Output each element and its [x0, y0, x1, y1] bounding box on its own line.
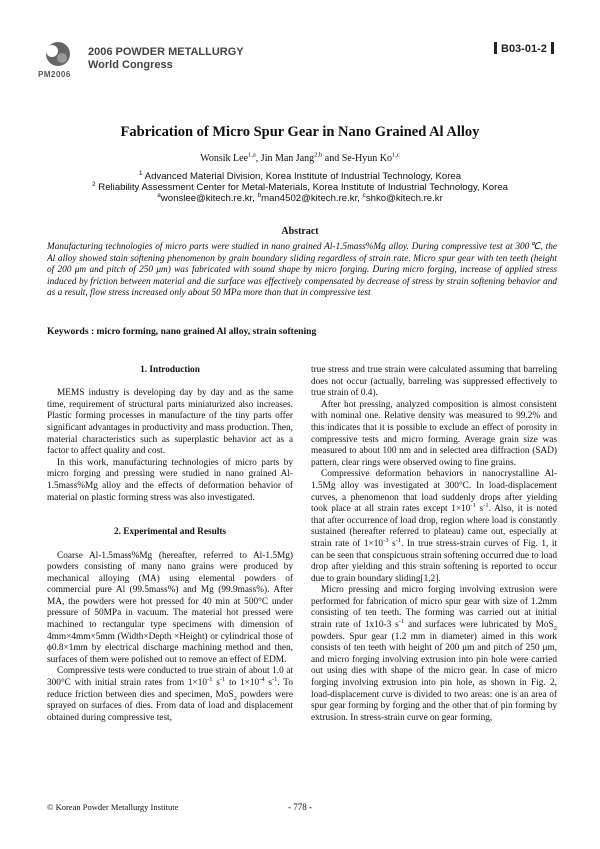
p4-part-c: to 1×10 — [225, 678, 260, 689]
page-number: - 778 - — [288, 802, 312, 812]
p7-sup-2: -1 — [483, 502, 489, 510]
author-1-sup: 1,a — [248, 151, 256, 159]
p4-part-a: Compressive tests were conducted to true strain of about 1.0 at 300°C with initial strain rates from 1×10 — [47, 666, 293, 689]
paragraph-7 — [311, 469, 557, 585]
email-a: wonslee@kitech.re.kr, — [160, 193, 258, 205]
affiliation-2 — [0, 182, 600, 193]
p7-part-b: s — [475, 504, 484, 515]
left-column — [47, 365, 293, 724]
paragraph-5: true stress and true strain were calculated assuming that barreling does not occur (actually, barreling was suppressed effectively to true strain of 0.4). — [311, 365, 557, 399]
affiliation-1-sup: 1 — [138, 169, 143, 177]
p4-sup-1: -1 — [207, 675, 213, 683]
keywords: Keywords : micro forming, nano grained Al alloy, strain softening — [47, 326, 317, 337]
p4-part-e: . To reduce friction between dies and specimen, MoS — [47, 678, 293, 700]
email-c-sup: c — [362, 192, 366, 200]
author-list — [0, 153, 600, 164]
p4-sup-3: -4 — [259, 675, 265, 683]
paper-code-text: B03-01-2 — [501, 43, 547, 55]
paragraph-4 — [47, 666, 293, 724]
bar-right-icon — [551, 42, 554, 54]
author-3: and Se-Hyun Ko — [322, 153, 392, 164]
p4-part-d: s — [264, 678, 272, 689]
paragraph-6: After hot pressing, analyzed composition is almost consistent with nominal one. Relative density was measured to 99.2% and this indicates that it is possible to exclude an effect of porosity in compressive tests and micro forming. Average grain size was measured to about 100 nm and in selected area diffraction (SAD) pattern, clear rings were observed owing to fine grains. — [311, 399, 557, 468]
paragraph-1: MEMS industry is developing day by day and as the same time, requirement of structural parts miniaturized also increases. Plastic forming processes in manufacture of the tiny parts offer significant advantages in productivity and mass production. Then, material characteristics such as superplastic behavior act as a factor to affect quality and cost. — [47, 388, 293, 457]
paragraph-3: Coarse Al-1.5mass%Mg (hereafter, referred to Al-1.5Mg) powders consisting of many nano grains were produced by mechanical alloying (MA) using elemental powders of commercial pure Al (99.5mass%) and Mg (99.9mass%). After MA, the powders were hot pressed for 40 min at 500°C under pressure of 50MPa in vacuum. The material hot pressed were machined to rectangular type specimens with dimension of 4mm×4mm×5mm (Width×Depth ×Height) or cylindrical those of ϕ0.8×1mm by electrical discharge machining method and then, surfaces of them were polished out to remove an effect of EDM. — [47, 550, 293, 665]
author-3-sup: 1,c — [391, 151, 400, 159]
bar-left-icon — [494, 42, 497, 54]
conference-name — [88, 46, 244, 72]
email-b: man4502@kitech.re.kr, — [261, 193, 363, 205]
conference-line2: World Congress — [88, 59, 173, 71]
p8-sup-1: -1 — [398, 617, 405, 625]
author-2-sup: 2,b — [314, 151, 323, 159]
p7-sup-4: -1 — [395, 536, 402, 544]
affiliation-1 — [0, 171, 600, 182]
p4-sub: 2 — [233, 694, 237, 702]
right-column — [311, 365, 557, 724]
logo-text: PM2006 — [38, 70, 71, 79]
paragraph-8 — [311, 585, 557, 724]
p7-part-a: Compressive deformation behaviors in nanocrystalline Al-1.5Mg alloy was investigated at 300°C. In load-displacement curves, a phenomenon that load suddenly drops after yielding took place at all strain rates except 1×10 — [311, 469, 557, 515]
affiliation-2-sup: 2 — [92, 181, 96, 189]
author-1: Wonsik Lee — [200, 153, 249, 164]
p8-part-c: powders. Spur gear (1.2 mm in diameter) aimed in this work consists of ten teeth with height of 200 μm and pitch of 250 μm, and micro forging involving extrusion into pin hole were carried out using dies with shape of the micro gear. In case of micro forging involving extrusion into pin hole, as shown in Fig. 2, load-displacement curve is divided to two areas: one is an area of spur gear forming by forging and the other that of pin forming by extrusion. In stress-strain curve on gear forming, — [311, 631, 557, 723]
p7-part-e: . In true stress-strain curves of Fig. 1, it can be seen that conspicuous strain softening occurred due to load drop after yielding and this strain softening is reported to occur due to grain boundary sliding[1,2]. — [311, 538, 557, 584]
affiliation-1-text: Advanced Material Division, Korea Institute of Industrial Technology, Korea — [142, 171, 462, 182]
p8-sub: 2 — [553, 624, 557, 632]
p7-sup-1: -1 — [470, 502, 476, 510]
paper-title: Fabrication of Micro Spur Gear in Nano Grained Al Alloy — [120, 124, 480, 140]
p7-sup-3: -3 — [383, 536, 389, 544]
p8-part-b: and surfaces were lubricated by MoS — [404, 620, 554, 631]
paper-code — [490, 42, 558, 55]
section-1-title: 1. Introduction — [140, 365, 200, 375]
p7-part-d: s — [388, 538, 396, 549]
emails — [0, 193, 600, 204]
email-c: shko@kitech.re.kr — [365, 193, 443, 205]
abstract-text: Manufacturing technologies of micro parts were studied in nano grained Al-1.5mass%Mg alloy. During compressive test at 300℃, the Al alloy showed stain softening phenomenon by grain boundary sliding regardless of strain rate. Micro spur gear with ten teeth (height of 200 μm and pitch of 250 μm) was fabricated with sound shape by micro forging. During micro forging, increase of applied stress induced by friction between material and die surface was effectively compensated by decrease of stress by strain softening behavior and as a result, flow stress increased only about 50 MPa more than that in compressive test — [47, 242, 557, 299]
author-2: , Jin Man Jang — [255, 153, 315, 164]
p4-sup-2: -1 — [219, 675, 226, 683]
affiliations — [0, 171, 600, 205]
affiliation-2-text: Reliability Assessment Center for Metal-Materials, Korea Institute of Industrial Technology, Korea — [95, 182, 508, 194]
email-a-sup: a — [157, 192, 161, 200]
abstract-heading: Abstract — [281, 226, 319, 237]
copyright: © Korean Powder Metallurgy Institute — [47, 802, 179, 812]
conference-line1: 2006 POWDER METALLURGY — [88, 46, 244, 58]
paragraph-2: In this work, manufacturing technologies of micro parts by micro forging and pressing were studied in nano grained Al-1.5mass%Mg alloy and the effects of deformation behavior of material on plastic forming stress was also investigated. — [47, 457, 293, 503]
section-2-title: 2. Experimental and Results — [113, 527, 227, 538]
p7-part-c: . Also, it is noted that after occurrence of load drop, region where load is constantly sustained (hereafter referred to plateau) came out, especially at strain rate of 1×10 — [311, 504, 557, 549]
p4-part-b: s — [212, 678, 220, 689]
p4-part-f: powders were sprayed on surfaces of dies. From data of load and displacement obtained during compressive test, — [47, 689, 293, 723]
p8-part-a: Micro pressing and micro forging involving extrusion were performed for fabrication of micro spur gear with size of 1.2mm consisting of ten teeth. The forming was carried out at initial strain rate of 1x10-3 s — [311, 585, 557, 631]
p4-sup-4: -1 — [271, 675, 278, 683]
email-b-sup: b — [257, 192, 262, 200]
